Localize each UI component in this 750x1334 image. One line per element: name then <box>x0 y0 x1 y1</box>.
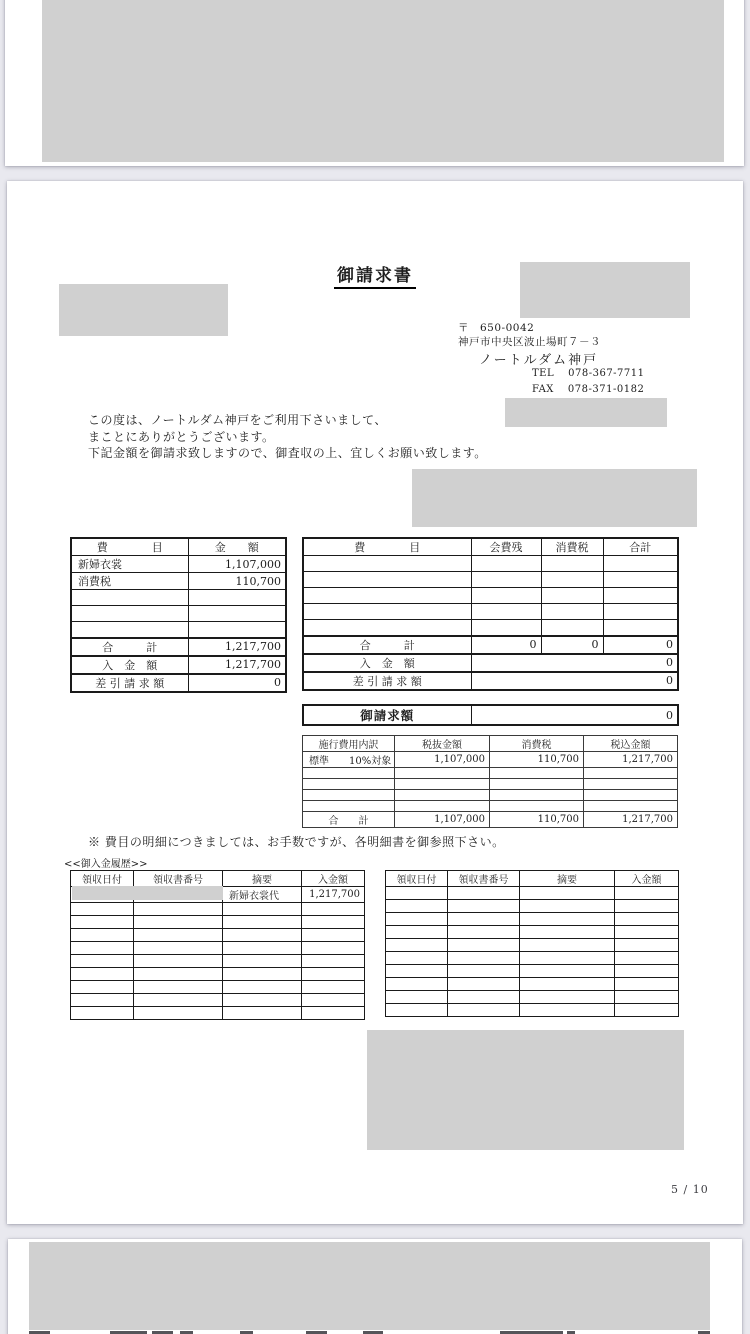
table-cell <box>615 887 679 900</box>
table-row <box>71 942 365 955</box>
fax-label: FAX <box>532 384 554 395</box>
table-cell <box>302 942 365 955</box>
table-row <box>303 768 678 779</box>
total-label: 合 計 <box>71 638 188 656</box>
table-cell <box>223 994 302 1007</box>
redaction-block <box>29 1242 710 1330</box>
total-value: 1,107,000 <box>395 812 490 828</box>
total-value: 0 <box>541 636 603 654</box>
payment-row <box>71 656 286 674</box>
total-value: 0 <box>471 636 541 654</box>
table-cell <box>303 779 395 790</box>
invoice-title: 御請求書 <box>334 261 416 289</box>
table-row <box>386 939 679 952</box>
total-label: 合 計 <box>303 812 395 828</box>
table-row <box>71 556 286 573</box>
header-cell: 金 額 <box>188 538 286 556</box>
tax-breakdown-table <box>302 735 678 828</box>
table-cell <box>471 588 541 604</box>
table-cell <box>71 968 134 981</box>
table-cell <box>386 926 448 939</box>
table-cell <box>188 606 286 622</box>
table-cell <box>490 801 584 812</box>
payment-label: 入 金 額 <box>303 654 471 672</box>
table-cell <box>615 952 679 965</box>
balance-row <box>303 672 678 690</box>
header-cell: 税込金額 <box>584 736 678 752</box>
table-cell <box>448 1004 520 1017</box>
table-cell: 110,700 <box>188 573 286 590</box>
table-cell <box>71 590 188 606</box>
balance-value: 0 <box>188 674 286 692</box>
table-cell <box>223 929 302 942</box>
sender-name: ノートルダム神戸 <box>479 353 599 368</box>
table-cell <box>541 572 603 588</box>
table-cell <box>134 968 223 981</box>
sender-address: 神戸市中央区波止場町７－３ <box>458 336 601 348</box>
sender-tel <box>532 368 645 379</box>
table-cell <box>584 779 678 790</box>
billed-amount-bar <box>302 704 679 726</box>
table-cell <box>490 779 584 790</box>
table-cell <box>303 801 395 812</box>
table-row <box>71 981 365 994</box>
redaction-block <box>505 398 667 427</box>
total-value: 0 <box>603 636 678 654</box>
table-cell <box>188 622 286 638</box>
invoice-page[interactable] <box>7 181 743 1224</box>
table-cell <box>615 1004 679 1017</box>
table-cell <box>71 916 134 929</box>
table-cell <box>490 790 584 801</box>
table-cell <box>584 768 678 779</box>
table-cell <box>603 556 678 572</box>
table-cell <box>134 942 223 955</box>
table-cell <box>448 952 520 965</box>
table-cell <box>303 572 471 588</box>
table-cell <box>520 913 615 926</box>
page-number: 5 / 10 <box>671 1183 709 1196</box>
table-row <box>71 590 286 606</box>
table-cell <box>71 1007 134 1020</box>
table-row <box>71 994 365 1007</box>
table-cell <box>303 604 471 620</box>
table-cell <box>386 965 448 978</box>
table-cell <box>615 991 679 1004</box>
table-cell <box>134 1007 223 1020</box>
table-cell <box>520 952 615 965</box>
table-cell <box>615 900 679 913</box>
header-cell: 入金額 <box>302 871 365 887</box>
table-row <box>386 965 679 978</box>
detail-note: ※ 費目の明細につきましては、お手数ですが、各明細書を御参照下さい。 <box>88 835 505 849</box>
header-cell: 会費残 <box>471 538 541 556</box>
table-header-row <box>71 538 286 556</box>
billed-amount-label: 御請求額 <box>303 705 471 725</box>
balance-label: 差 引 請 求 額 <box>303 672 471 690</box>
table-row <box>71 622 286 638</box>
table-cell <box>223 955 302 968</box>
table-header-row <box>303 538 678 556</box>
payment-label: 入 金 額 <box>71 656 188 674</box>
table-cell <box>448 887 520 900</box>
header-cell: 摘要 <box>223 871 302 887</box>
table-cell <box>471 620 541 636</box>
table-header-row <box>386 871 679 887</box>
total-row <box>303 636 678 654</box>
table-row <box>71 916 365 929</box>
table-cell <box>302 903 365 916</box>
table-cell <box>223 903 302 916</box>
table-cell <box>448 900 520 913</box>
table-row <box>71 968 365 981</box>
balance-value: 0 <box>471 672 678 690</box>
table-cell <box>302 916 365 929</box>
redaction-block <box>42 0 724 162</box>
table-cell <box>223 968 302 981</box>
table-cell <box>520 926 615 939</box>
tel-label: TEL <box>532 368 555 379</box>
table-cell: 標準 10%対象 <box>303 752 395 768</box>
payment-history-label: <<御入金履歴>> <box>64 859 148 870</box>
header-cell: 消費税 <box>541 538 603 556</box>
table-cell: 110,700 <box>490 752 584 768</box>
table-cell <box>448 926 520 939</box>
table-cell <box>584 790 678 801</box>
table-cell <box>520 965 615 978</box>
table-cell <box>386 978 448 991</box>
total-value: 110,700 <box>490 812 584 828</box>
table-cell <box>471 604 541 620</box>
total-row <box>303 812 678 828</box>
table-cell <box>223 916 302 929</box>
table-cell: 新婦衣裳代 <box>223 887 302 903</box>
table-row <box>303 556 678 572</box>
table-cell <box>386 1004 448 1017</box>
table-row <box>71 1007 365 1020</box>
tel-number: 078-367-7711 <box>568 368 645 379</box>
table-cell <box>134 981 223 994</box>
table-row <box>71 929 365 942</box>
table-cell <box>134 929 223 942</box>
table-cell <box>615 965 679 978</box>
table-row <box>303 572 678 588</box>
header-cell: 費 目 <box>71 538 188 556</box>
table-cell <box>134 955 223 968</box>
table-cell <box>471 556 541 572</box>
table-cell: 1,217,700 <box>302 887 365 903</box>
table-cell <box>302 929 365 942</box>
header-cell: 領収日付 <box>71 871 134 887</box>
table-cell <box>302 968 365 981</box>
table-cell <box>448 978 520 991</box>
table-row <box>386 991 679 1004</box>
table-cell <box>386 952 448 965</box>
table-row <box>303 620 678 636</box>
table-cell <box>223 1007 302 1020</box>
table-cell <box>520 900 615 913</box>
table-cell <box>386 900 448 913</box>
table-row <box>303 779 678 790</box>
table-cell <box>71 929 134 942</box>
table-row <box>71 903 365 916</box>
table-cell <box>615 926 679 939</box>
table-row <box>71 955 365 968</box>
total-row <box>71 638 286 656</box>
table-cell <box>71 606 188 622</box>
table-cell <box>541 588 603 604</box>
header-cell: 領収日付 <box>386 871 448 887</box>
table-row <box>71 606 286 622</box>
table-cell <box>71 955 134 968</box>
total-label: 合 計 <box>303 636 471 654</box>
table-row <box>303 752 678 768</box>
balance-label: 差 引 請 求 額 <box>71 674 188 692</box>
table-cell: 1,107,000 <box>188 556 286 573</box>
header-cell: 領収書番号 <box>448 871 520 887</box>
table-row <box>71 573 286 590</box>
table-cell <box>603 604 678 620</box>
table-cell <box>520 887 615 900</box>
table-cell <box>223 981 302 994</box>
table-cell <box>490 768 584 779</box>
payment-value: 1,217,700 <box>188 656 286 674</box>
table-cell <box>615 939 679 952</box>
table-row <box>303 588 678 604</box>
table-cell <box>395 768 490 779</box>
table-cell <box>584 801 678 812</box>
header-cell: 消費税 <box>490 736 584 752</box>
header-cell: 摘要 <box>520 871 615 887</box>
payment-row <box>303 654 678 672</box>
table-cell <box>541 604 603 620</box>
header-cell: 合計 <box>603 538 678 556</box>
table-cell: 1,217,700 <box>584 752 678 768</box>
table-row <box>386 913 679 926</box>
redaction-block <box>367 1030 684 1150</box>
table-cell <box>223 942 302 955</box>
table-cell <box>134 916 223 929</box>
table-cell <box>71 903 134 916</box>
table-header-row <box>71 871 365 887</box>
table-cell <box>303 790 395 801</box>
total-value: 1,217,700 <box>584 812 678 828</box>
table-cell <box>303 588 471 604</box>
table-cell <box>386 913 448 926</box>
table-row <box>386 978 679 991</box>
table-cell <box>603 620 678 636</box>
table-row <box>386 952 679 965</box>
table-cell <box>302 955 365 968</box>
table-cell <box>134 903 223 916</box>
table-row <box>386 926 679 939</box>
table-cell <box>471 572 541 588</box>
table-cell <box>302 994 365 1007</box>
table-cell: 1,107,000 <box>395 752 490 768</box>
table-cell <box>520 939 615 952</box>
table-row <box>303 790 678 801</box>
fax-number: 078-371-0182 <box>567 384 645 395</box>
table-cell <box>520 978 615 991</box>
table-row <box>303 801 678 812</box>
previous-page[interactable] <box>5 0 744 166</box>
table-header-row <box>303 736 678 752</box>
table-cell <box>386 991 448 1004</box>
table-cell <box>302 1007 365 1020</box>
table-cell <box>71 942 134 955</box>
table-cell <box>520 991 615 1004</box>
sender-postal: 〒 650-0042 <box>458 322 535 334</box>
billed-amount-row <box>303 705 678 725</box>
table-cell <box>541 620 603 636</box>
table-cell <box>448 991 520 1004</box>
table-row <box>303 604 678 620</box>
table-cell <box>303 556 471 572</box>
header-cell: 税抜金額 <box>395 736 490 752</box>
balance-row <box>71 674 286 692</box>
table-cell <box>71 981 134 994</box>
redaction-block <box>520 262 690 318</box>
table-cell <box>134 994 223 1007</box>
table-row <box>386 887 679 900</box>
table-cell <box>615 913 679 926</box>
table-cell <box>302 981 365 994</box>
greeting-line: 下記金額を御請求致しますので、御査収の上、宜しくお願い致します。 <box>88 446 487 460</box>
fee-table-left <box>70 537 287 693</box>
billed-amount-value: 0 <box>471 705 678 725</box>
redaction-block <box>59 284 228 336</box>
table-row <box>386 900 679 913</box>
sender-fax <box>532 384 644 395</box>
header-cell: 費 目 <box>303 538 471 556</box>
table-cell <box>520 1004 615 1017</box>
total-value: 1,217,700 <box>188 638 286 656</box>
redaction-block-history-row <box>72 886 223 900</box>
table-cell <box>303 620 471 636</box>
header-cell: 入金額 <box>615 871 679 887</box>
next-page[interactable] <box>8 1239 742 1334</box>
header-cell: 領収書番号 <box>134 871 223 887</box>
table-cell <box>303 768 395 779</box>
table-cell <box>541 556 603 572</box>
payment-value: 0 <box>471 654 678 672</box>
payment-history-table-right <box>385 870 679 1017</box>
table-cell <box>448 939 520 952</box>
table-cell <box>395 790 490 801</box>
greeting-line: この度は、ノートルダム神戸をご利用下さいまして、 <box>88 413 387 427</box>
table-cell <box>448 913 520 926</box>
table-cell <box>71 622 188 638</box>
table-cell <box>615 978 679 991</box>
table-cell <box>71 994 134 1007</box>
table-cell <box>395 779 490 790</box>
greeting-line: まことにありがとうございます。 <box>88 429 275 444</box>
table-cell <box>603 572 678 588</box>
greeting-text <box>88 412 487 462</box>
header-cell: 施行費用内訳 <box>303 736 395 752</box>
table-cell <box>395 801 490 812</box>
table-cell <box>603 588 678 604</box>
table-cell: 新婦衣裳 <box>71 556 188 573</box>
table-cell <box>386 939 448 952</box>
fee-table-right <box>302 537 679 691</box>
table-cell <box>188 590 286 606</box>
redaction-block <box>412 469 697 527</box>
table-cell <box>386 887 448 900</box>
table-cell: 消費税 <box>71 573 188 590</box>
table-cell <box>448 965 520 978</box>
table-row <box>386 1004 679 1017</box>
